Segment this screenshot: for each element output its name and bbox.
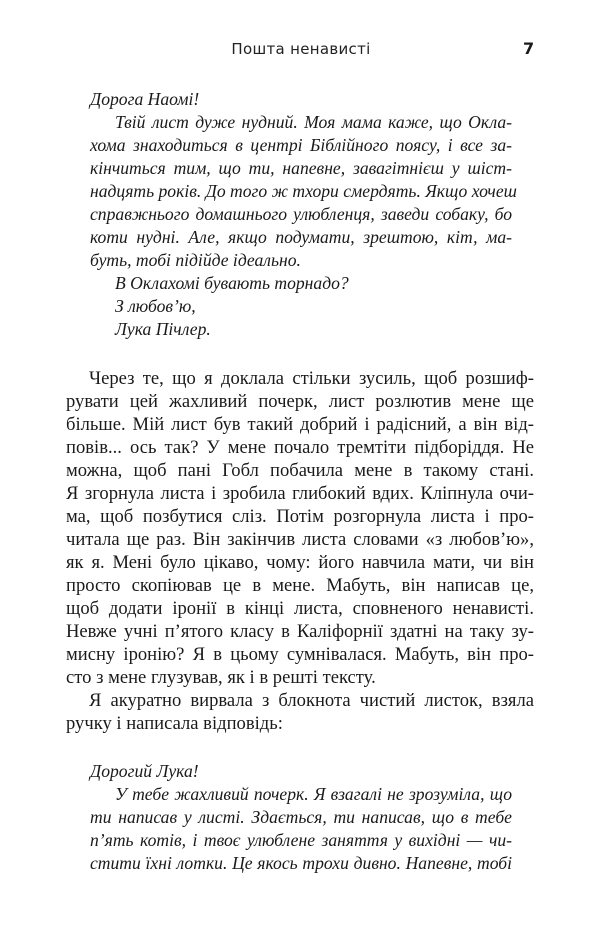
body-line: Через те, що я доклала стільки зусиль, щоб розшиф- — [89, 368, 534, 389]
letter-line: кінчиться тим, що ти, напевне, завагітнієш у шіст- — [90, 158, 512, 178]
letter-line: коти нудні. Але, якщо подумати, зрештою, кіт, ма- — [90, 227, 512, 247]
body-line: сто з мене глузував, як і в решті тексту. — [66, 667, 376, 688]
letter-line: справжнього домашнього улюбленця, заведи собаку, бо — [90, 204, 512, 224]
letter-greeting: Дорогий Лука! — [90, 761, 199, 781]
body-line: ма, щоб позбутися сліз. Потім розгорнула листа і про- — [66, 506, 534, 527]
running-header: Пошта ненависті — [231, 40, 371, 58]
body-line: Невже учні п’ятого класу в Каліфорнії здатні на таку зу- — [66, 621, 534, 642]
page-number: 7 — [523, 39, 535, 58]
body-line: щоб додати іронії в кінці листа, сповненого ненависті. — [66, 598, 534, 619]
body-line: читала ще раз. Він закінчив листа словами «з любов’ю», — [66, 529, 534, 550]
letter-question: В Оклахомі бувають торнадо? — [115, 273, 349, 293]
body-line: ручку і написала відповідь: — [66, 713, 283, 734]
letter-line: ти написав у листі. Здається, ти написав, що в тебе — [90, 807, 512, 827]
body-line: мисну іронію? Я в цьому сумнівалася. Мабуть, він про- — [66, 644, 534, 665]
letter-line: хома знаходиться в центрі Біблійного поясу, і все за- — [90, 135, 512, 155]
letter-signature: Лука Пічлер. — [115, 319, 211, 339]
body-line: рувати цей жахливий почерк, лист розлютив мене ще — [66, 391, 534, 412]
body-line: просто скопіював це в мене. Мабуть, він написав це, — [66, 575, 534, 596]
letter-line: Твій лист дуже нудний. Моя мама каже, що Окла- — [115, 112, 512, 132]
letter-line: буть, тобі підійде ідеально. — [90, 250, 301, 270]
body-line: Я згорнула листа і зробила глибокий вдих. Кліпнула очи- — [66, 483, 534, 504]
letter-line: п’ять котів, і твоє улюблене заняття у вихідні — чи- — [90, 830, 512, 850]
letter-line: У тебе жахливий почерк. Я взагалі не зрозуміла, що — [115, 784, 512, 804]
body-line: Я акуратно вирвала з блокнота чистий листок, взяла — [89, 690, 534, 711]
body-line: більше. Мій лист був такий добрий і радісний, а він від- — [66, 414, 534, 435]
body-line: як я. Мені було цікаво, чому: його навчила мати, чи він — [66, 552, 534, 573]
letter-greeting: Дорога Наомі! — [90, 89, 200, 109]
body-line: можна, щоб пані Гобл побачила мене в такому стані. — [66, 460, 534, 481]
letter-closing: З любов’ю, — [115, 296, 196, 316]
body-line: повів... ось так? У мене почало тремтіти підборіддя. Не — [66, 437, 534, 458]
letter-line: надцять років. До того ж тхори смердять. Якщо хочеш — [90, 181, 517, 201]
letter-line: стити їхні лотки. Це якось трохи дивно. Напевне, тобі — [90, 853, 512, 873]
